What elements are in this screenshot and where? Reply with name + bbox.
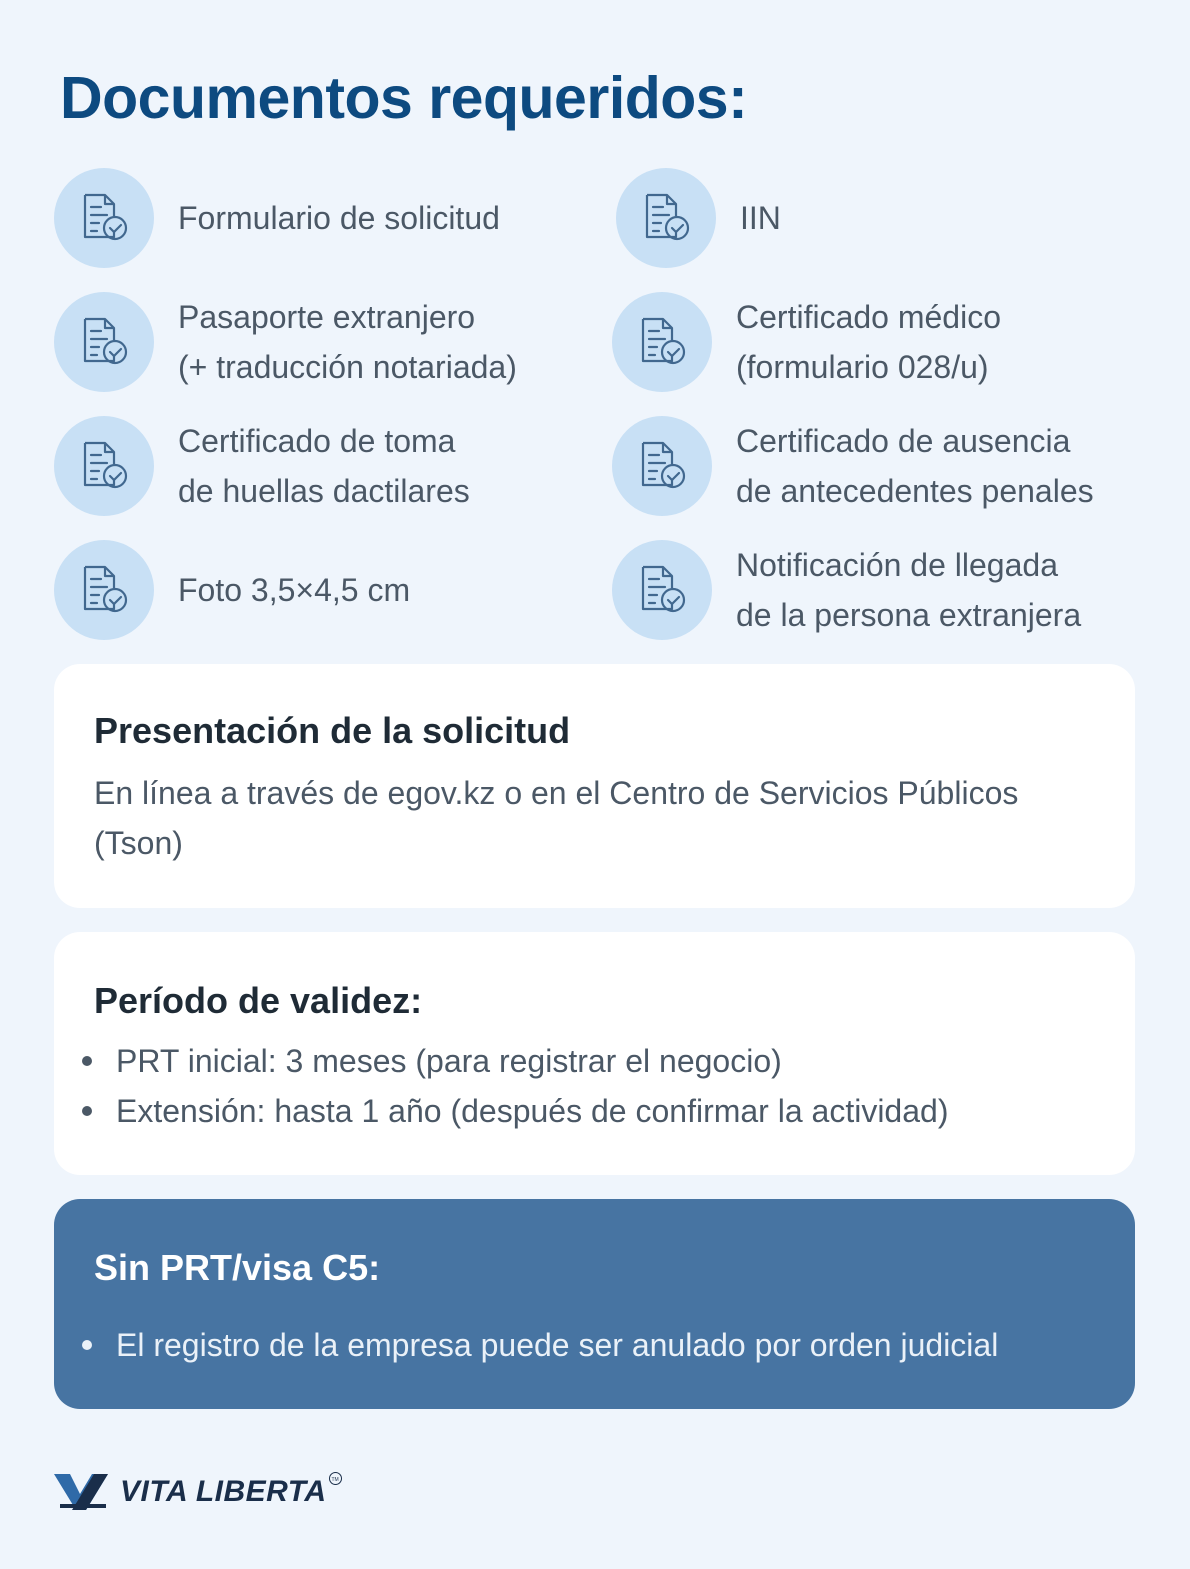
document-label: IIN (740, 200, 781, 236)
bullet-dot (82, 1056, 92, 1066)
document-item (54, 168, 500, 268)
document-check-icon (612, 292, 712, 392)
document-check-icon (612, 540, 712, 640)
list-item: PRT inicial: 3 meses (para registrar el negocio) (116, 1036, 782, 1086)
submission-card (54, 664, 1135, 908)
submission-title: Presentación de la solicitud (94, 710, 571, 751)
document-item (54, 540, 410, 640)
document-check-icon (612, 416, 712, 516)
validity-title: Período de validez: (94, 980, 423, 1021)
document-label: Foto 3,5×4,5 cm (178, 572, 411, 608)
document-item (612, 416, 1094, 516)
document-item (612, 292, 1001, 392)
document-check-icon (54, 292, 154, 392)
document-item (54, 292, 517, 392)
document-label: Pasaporte extranjero (+ traducción notariada) (178, 299, 517, 385)
vita-liberta-logo-icon (54, 1472, 110, 1512)
trademark-mark: TM (329, 1472, 342, 1485)
submission-text: En línea a través de egov.kz o en el Centro de Servicios Públicos (Tson) (94, 775, 1019, 861)
document-item (612, 540, 1081, 640)
document-check-icon (54, 416, 154, 516)
document-label: Certificado de toma de huellas dactilares (178, 423, 470, 509)
document-item (54, 416, 470, 516)
document-label: Certificado de ausencia de antecedentes penales (736, 423, 1094, 509)
list-item: El registro de la empresa puede ser anulado por orden judicial (116, 1320, 998, 1370)
page-title: Documentos requeridos: (60, 65, 748, 131)
document-label: Formulario de solicitud (178, 200, 500, 236)
warning-title: Sin PRT/visa C5: (94, 1247, 381, 1288)
bullet-dot (82, 1106, 92, 1116)
brand-logo (54, 1470, 342, 1514)
document-check-icon (54, 168, 154, 268)
document-item (616, 168, 781, 268)
validity-card (54, 932, 1135, 1175)
document-label: Notificación de llegada de la persona extranjera (736, 547, 1082, 633)
warning-card (54, 1199, 1135, 1409)
document-check-icon (54, 540, 154, 640)
brand-name: VITA LIBERTA (120, 1475, 327, 1508)
document-label: Certificado médico (formulario 028/u) (736, 299, 1001, 385)
document-check-icon (616, 168, 716, 268)
bullet-dot (82, 1340, 92, 1350)
list-item: Extensión: hasta 1 año (después de confirmar la actividad) (116, 1086, 948, 1136)
